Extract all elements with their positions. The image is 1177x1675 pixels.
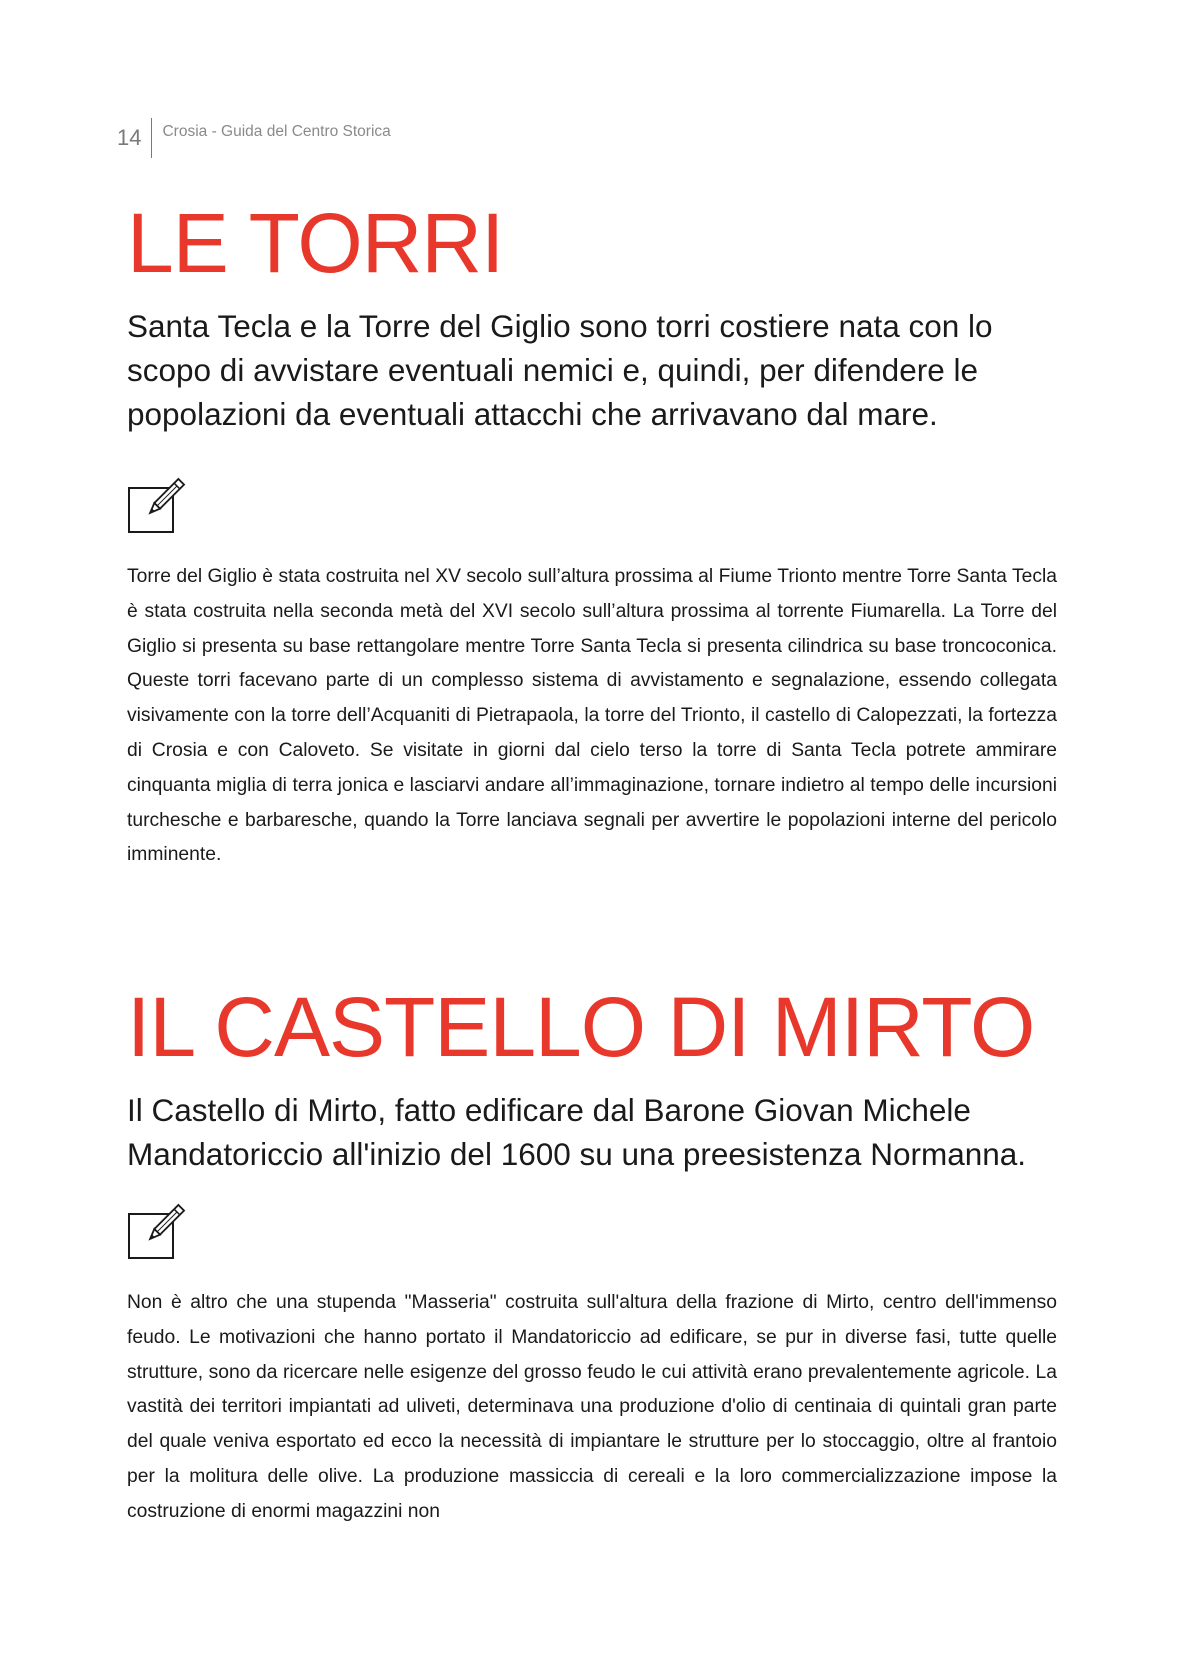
section-body: Non è altro che una stupenda "Masseria" costruita sull'altura della frazione di Mirto, centro dell'immenso feudo. Le motivazioni che hanno portato il Mandatoriccio ad edificare, se pur in diverse fasi, tutte quelle strutture, sono da ricercare nelle esigenze del grosso feudo le cui attività erano prevalentemente agricole. La vastità dei territori impiantati ad uliveti, determinava una produzione d'olio di centinaia di quintali gran parte del quale veniva esportato ed ecco la necessità di impiantare le strutture per lo stoccaggio, oltre al frantoio per la molitura delle olive. La produzione massiccia di cereali e la loro commercializzazione impose la costruzione di enormi magazzini non (127, 1292, 1057, 1522)
pencil-note-icon (127, 472, 187, 536)
section-title: LE TORRI (127, 196, 504, 290)
page-number: 14 (117, 118, 152, 158)
section-castello-di-mirto (127, 982, 1057, 1530)
running-title: Crosia - Guida del Centro Storica (162, 123, 391, 140)
section-lead: Santa Tecla e la Torre del Giglio sono torri costiere nata con lo scopo di avvistare eventuali nemici e, quindi, per difendere le popolazioni da eventuali attacchi che arrivavano dal mare. (127, 308, 993, 432)
pencil-note-icon (127, 1198, 187, 1262)
section-title: IL CASTELLO DI MIRTO (127, 980, 1035, 1074)
section-le-torri (127, 198, 1057, 873)
section-lead: Il Castello di Mirto, fatto edificare dal Barone Giovan Michele Mandatoriccio all'inizio del 1600 su una preesistenza Normanna. (127, 1092, 1027, 1172)
section-body: Torre del Giglio è stata costruita nel XV secolo sull’altura prossima al Fiume Trionto mentre Torre Santa Tecla è stata costruita nella seconda metà del XVI secolo sull’altura prossima al torrente Fiumarella. La Torre del Giglio si presenta su base rettangolare mentre Torre Santa Tecla si presenta cilindrica su base troncoconica. Queste torri facevano parte di un complesso sistema di avvistamento e segnalazione, essendo collegata visivamente con la torre dell’Acquaniti di Pietrapaola, la torre del Trionto, il castello di Calopezzati, la fortezza di Crosia e con Caloveto. Se visitate in giorni dal cielo terso la torre di Santa Tecla potrete ammirare cinquanta miglia di terra jonica e lasciarvi andare all’immaginazione, tornare indietro al tempo delle incursioni turchesche e barbaresche, quando la Torre lanciava segnali per avvertire le popolazioni interne del pericolo imminente. (127, 566, 1057, 866)
page-header (117, 118, 391, 158)
